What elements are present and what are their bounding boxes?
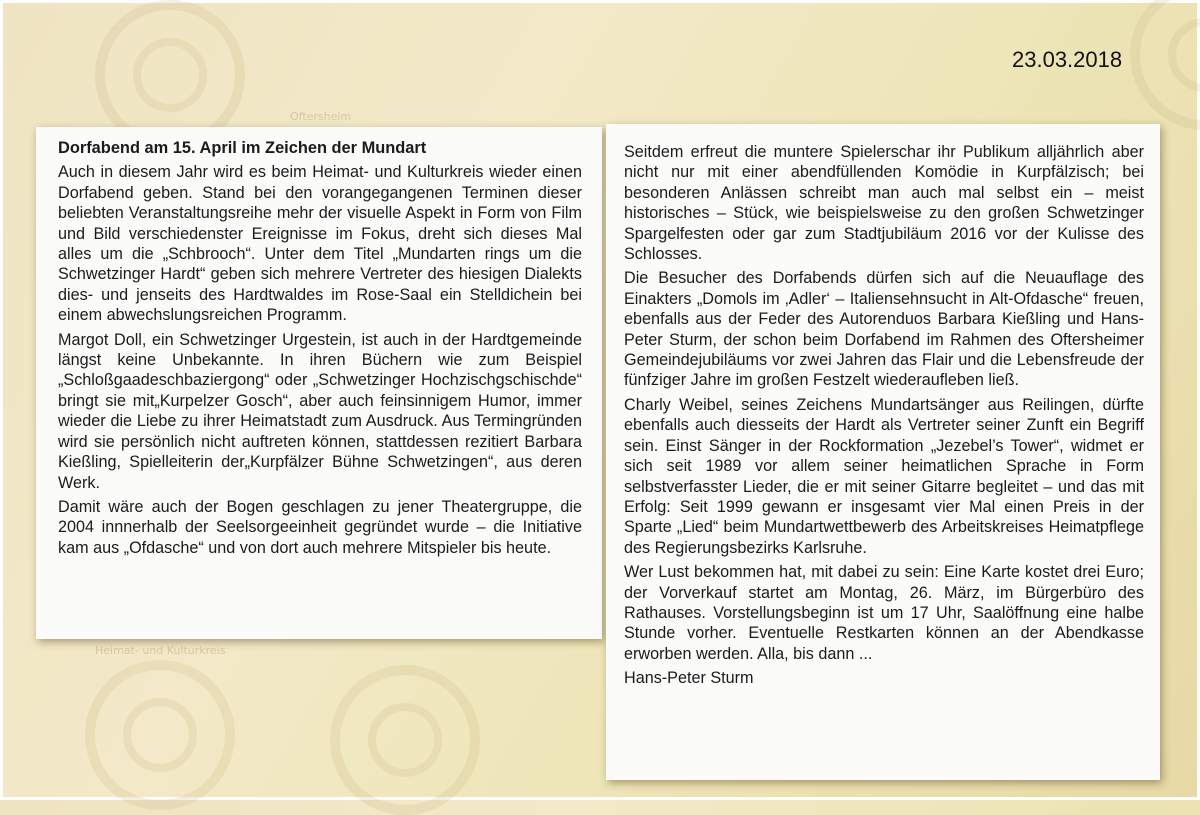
paragraph: Die Besucher des Dorfabends dürfen sich auf die Neuauflage des Einakters „Domols im ‚Adler‘ – Italiensehnsucht in Alt-Ofdasche“ freuen, ebenfalls aus der Feder des Autorenduos Barbara Kießling und Hans-Peter Sturm, der schon beim Dorfabend im Rahmen des Oftersheimer Gemeindejubiläums vor zwei Jahren das Flair und die Lebensfreude der fünfziger Jahre im großen Festzelt wiederaufleben ließ. [624, 269, 1144, 390]
paragraph: Wer Lust bekommen hat, mit dabei zu sein: Eine Karte kostet drei Euro; der Vorverkauf startet am Montag, 26. März, im Bürgerbüro des Rathauses. Vorstellungsbeginn ist um 17 Uhr, Saalöffnung eine halbe Stunde vorher. Eventuelle Restkarten können an der Abendkasse erworben werden. Alla, bis dann ... [624, 563, 1144, 663]
paragraph: Seitdem erfreut die muntere Spielerschar ihr Publikum alljährlich aber nicht nur mit einer abendfüllenden Komödie in Kurpfälzisch; bei besonderen Anlässen schreibt man auch mal selbst ein – meist historisches – Stück, wie beispielsweise zu den großen Schwetzinger Spargelfesten oder gar zum Stadtjubiläum 2016 vor der Kulisse des Schlosses. [624, 143, 1144, 264]
article-author: Hans-Peter Sturm [624, 669, 754, 688]
article-headline: Dorfabend am 15. April im Zeichen der Mundart [58, 139, 427, 157]
paragraph: Damit wäre auch der Bogen geschlagen zu jener Theatergruppe, die 2004 innnerhalb der Seelsorgeeinheit gegründet wurde – die Initiative kam aus „Ofdasche“ und von dort auch mehrere Mitspieler bis heute. [58, 497, 582, 557]
paragraph: Margot Doll, ein Schwetzinger Urgestein, ist auch in der Hardtgemeinde längst keine Unbekannte. In ihren Büchern wie zum Beispiel „Schloßgaadeschbaziergong“ oder „Schwetzinger Hochzischgschischde“ bringt sie mit„Kurpelzer Gosch“, aber auch feinsinnigem Humor, immer wieder die Liebe zu ihrer Heimatstadt zum Ausdruck. Aus Termingründen wird sie persönlich nicht auftreten können, stattdessen rezitiert Barbara Kießling, Spielleiterin der„Kurpfälzer Bühne Schwetzingen“, aus deren Werk. [58, 330, 582, 492]
emblem-watermark [85, 660, 235, 810]
paragraph: Charly Weibel, seines Zeichens Mundartsänger aus Reilingen, dürfte ebenfalls auch diesseits der Hardt als Vertreter seiner Zunft ein Begriff sein. Einst Sänger in der Rockformation „Jezebel’s Tower“, widmet er sich seit 1989 vor allem seiner heimatlichen Sprache in Form selbstverfasster Lieder, die er mit seiner Gitarre begleitet – und das mit Erfolg: Seit 1999 gewann er insgesamt vier Mal einen Preis in der Sparte „Lied“ beim Mundartwettbewerb des Arbeitskreises Heimatpflege des Regierungsbezirks Karlsruhe. [624, 395, 1144, 557]
watermark-club-text: Heimat- und Kulturkreis [95, 644, 226, 657]
article-right-column [606, 124, 1160, 780]
watermark-town-text: Oftersheim [290, 110, 352, 123]
article-left-column [36, 127, 602, 639]
date-label: 23.03.2018 [1012, 47, 1123, 72]
paragraph: Auch in diesem Jahr wird es beim Heimat- und Kulturkreis wieder einen Dorfabend geben. Stand bei den vorangegangenen Terminen dieser beliebten Veranstaltungsreihe mehr der visuelle Aspekt in Form von Film und Bild verschiedenster Ereignisse im Fokus, dreht sich dieses Mal alles um die „Schbrooch“. Unter dem Titel „Mundarten rings um die Schwetzinger Hardt“ geben sich mehrere Vertreter des hiesigen Dialekts dies- und jenseits des Hardtwaldes im Rose-Saal ein Stelldichein bei einem abwechslungsreichen Programm. [58, 163, 582, 325]
emblem-watermark [330, 665, 480, 815]
